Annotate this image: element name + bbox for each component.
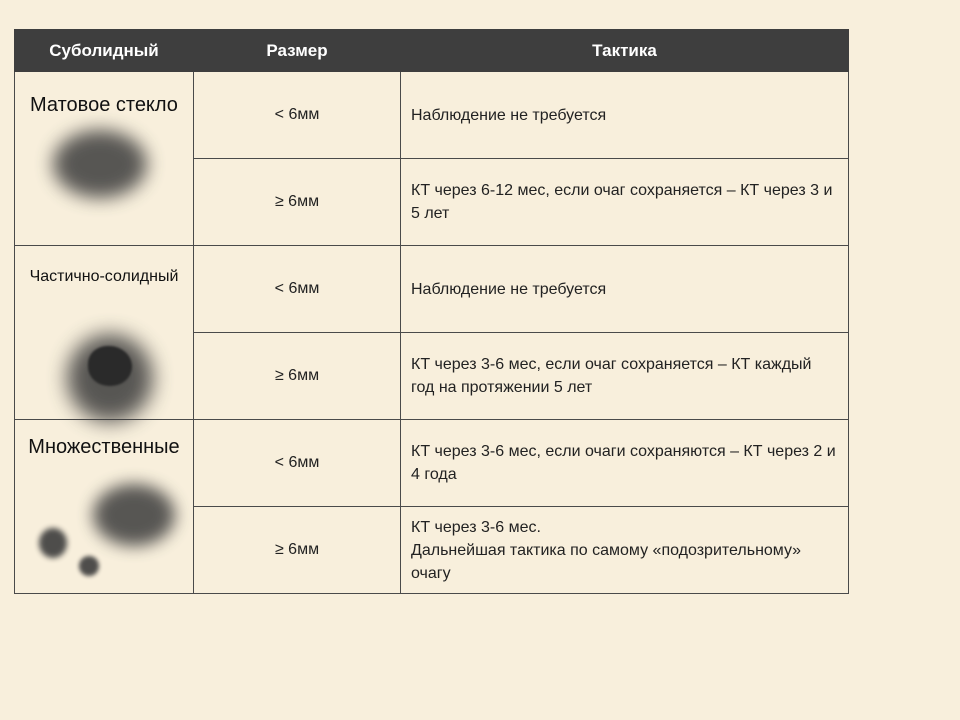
size-cell: ≥ 6мм: [194, 507, 401, 594]
tactic-cell: Наблюдение не требуется: [401, 246, 849, 333]
table-row: [15, 72, 849, 159]
tactic-line: КТ через 3-6 мес.: [411, 518, 541, 536]
type-label-ground-glass: Матовое стекло: [30, 94, 178, 116]
header-size: Размер: [194, 30, 401, 72]
header-tactic: Тактика: [401, 30, 849, 72]
size-cell: < 6мм: [194, 246, 401, 333]
part-solid-core-blob: [88, 346, 132, 386]
type-label-part-solid: Частично-солидный: [29, 268, 179, 285]
nodule-tactics-table: [14, 29, 849, 594]
table-row: [15, 246, 849, 333]
ground-glass-blob: [53, 130, 147, 198]
table-row: [15, 420, 849, 507]
size-cell: ≥ 6мм: [194, 159, 401, 246]
type-cell-multiple: [15, 420, 194, 594]
type-cell-ground-glass: [15, 72, 194, 246]
header-subsolid: Суболидный: [15, 30, 194, 72]
size-cell: ≥ 6мм: [194, 333, 401, 420]
size-cell: < 6мм: [194, 420, 401, 507]
ground-glass-nodule-illustration: [15, 72, 193, 246]
tactic-cell: Наблюдение не требуется: [401, 72, 849, 159]
multiple-nodules-illustration: [15, 420, 193, 594]
tactic-cell: КТ через 3-6 мес, если очаг сохраняется – КТ каждый год на протяжении 5 лет: [401, 333, 849, 420]
multiple-small-blob: [39, 528, 67, 558]
tactic-cell: КТ через 6-12 мес, если очаг сохраняется – КТ через 3 и 5 лет: [401, 159, 849, 246]
tactic-line: Дальнейшая тактика по самому «подозрительному» очагу: [411, 541, 802, 582]
type-cell-part-solid: [15, 246, 194, 420]
multiple-large-blob: [93, 484, 175, 546]
table-header-row: [15, 30, 849, 72]
part-solid-nodule-illustration: [15, 246, 193, 420]
type-label-multiple: Множественные: [28, 436, 180, 458]
size-cell: < 6мм: [194, 72, 401, 159]
multiple-tiny-blob: [79, 556, 99, 576]
tactic-cell: [401, 507, 849, 594]
tactic-cell: КТ через 3-6 мес, если очаги сохраняются – КТ через 2 и 4 года: [401, 420, 849, 507]
